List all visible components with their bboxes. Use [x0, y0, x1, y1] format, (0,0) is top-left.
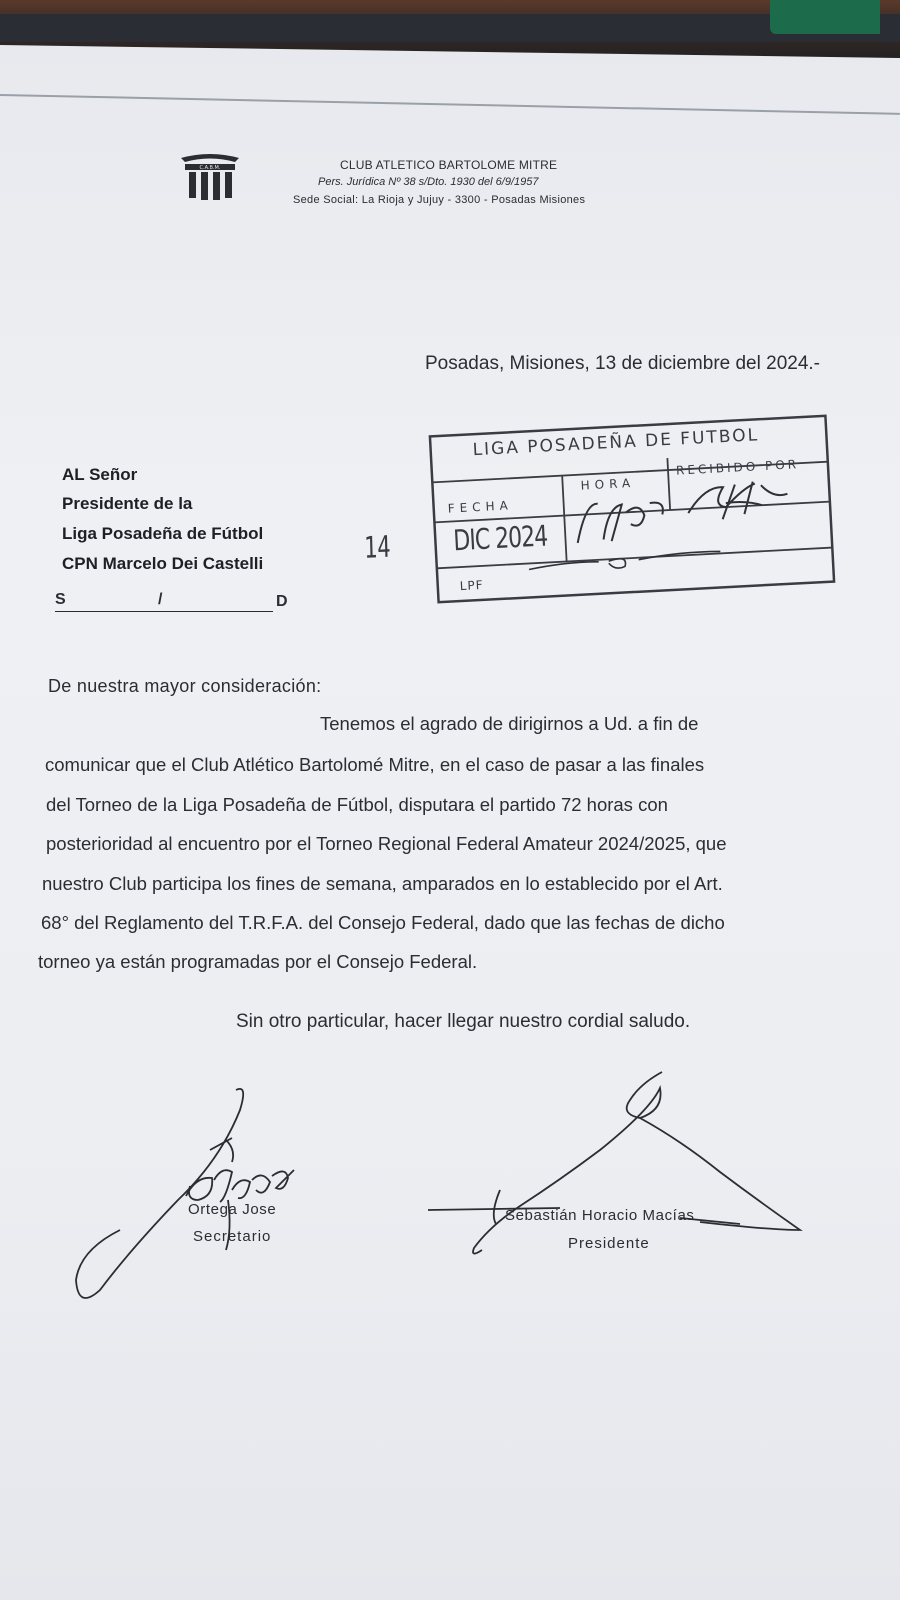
body-line: posterioridad al encuentro por el Torneo Regional Federal Amateur 2024/2025, que [46, 833, 727, 854]
stamp-title: LIGA POSADEÑA DE FUTBOL [472, 425, 760, 461]
sd-slash: / [158, 591, 163, 608]
signatory-right-role: Presidente [568, 1235, 650, 1252]
right-signature [428, 1072, 800, 1254]
sd-d: D [276, 593, 288, 610]
left-signature [76, 1089, 294, 1298]
body-line: torneo ya están programadas por el Consejo Federal. [38, 951, 478, 972]
logo-text: C.A.B.M. [199, 165, 221, 171]
stamp-date-value: DIC 2024 [452, 520, 548, 559]
club-sede: Sede Social: La Rioja y Jujuy - 3300 - Posadas Misiones [293, 194, 586, 206]
body-line: 68° del Reglamento del T.R.F.A. del Consejo Federal, dado que las fechas de dicho [41, 912, 725, 933]
stamp-date-day: 14 [363, 531, 391, 566]
club-personeria: Pers. Jurídica Nº 38 s/Dto. 1930 del 6/9/1957 [318, 176, 539, 188]
body-line: del Torneo de la Liga Posadeña de Fútbol, disputara el partido 72 horas con [46, 794, 668, 815]
club-name: CLUB ATLETICO BARTOLOME MITRE [340, 158, 558, 172]
body-line: nuestro Club participa los fines de semana, amparados en lo establecido por el Art. [42, 873, 723, 894]
signatory-left-role: Secretario [193, 1228, 272, 1245]
recipient-line-1: AL Señor [62, 465, 138, 484]
signatory-left-name: Ortega Jose [188, 1201, 277, 1218]
body-line: comunicar que el Club Atlético Bartolomé Mitre, en el caso de pasar a las finales [45, 754, 705, 775]
letter-date: Posadas, Misiones, 13 de diciembre del 2024.- [425, 353, 821, 374]
signatory-right-name: Sebastián Horacio Macías [505, 1207, 695, 1224]
recipient-line-2: Presidente de la [62, 494, 193, 513]
recipient-line-4: CPN Marcelo Dei Castelli [62, 554, 264, 573]
stamp-lpf: LPF [459, 577, 484, 594]
sd-s: S [55, 591, 66, 608]
stamp-hora-label: HORA [580, 475, 636, 493]
stamp-fecha-label: FECHA [447, 498, 514, 516]
greeting: De nuestra mayor consideración: [48, 676, 322, 696]
body-line: Tenemos el agrado de dirigirnos a Ud. a fin de [320, 713, 699, 734]
stamp-recibido-label: RECIBIDO POR [675, 457, 800, 478]
recipient-line-3: Liga Posadeña de Fútbol [62, 524, 264, 543]
closing-line: Sin otro particular, hacer llegar nuestro cordial saludo. [236, 1011, 691, 1032]
